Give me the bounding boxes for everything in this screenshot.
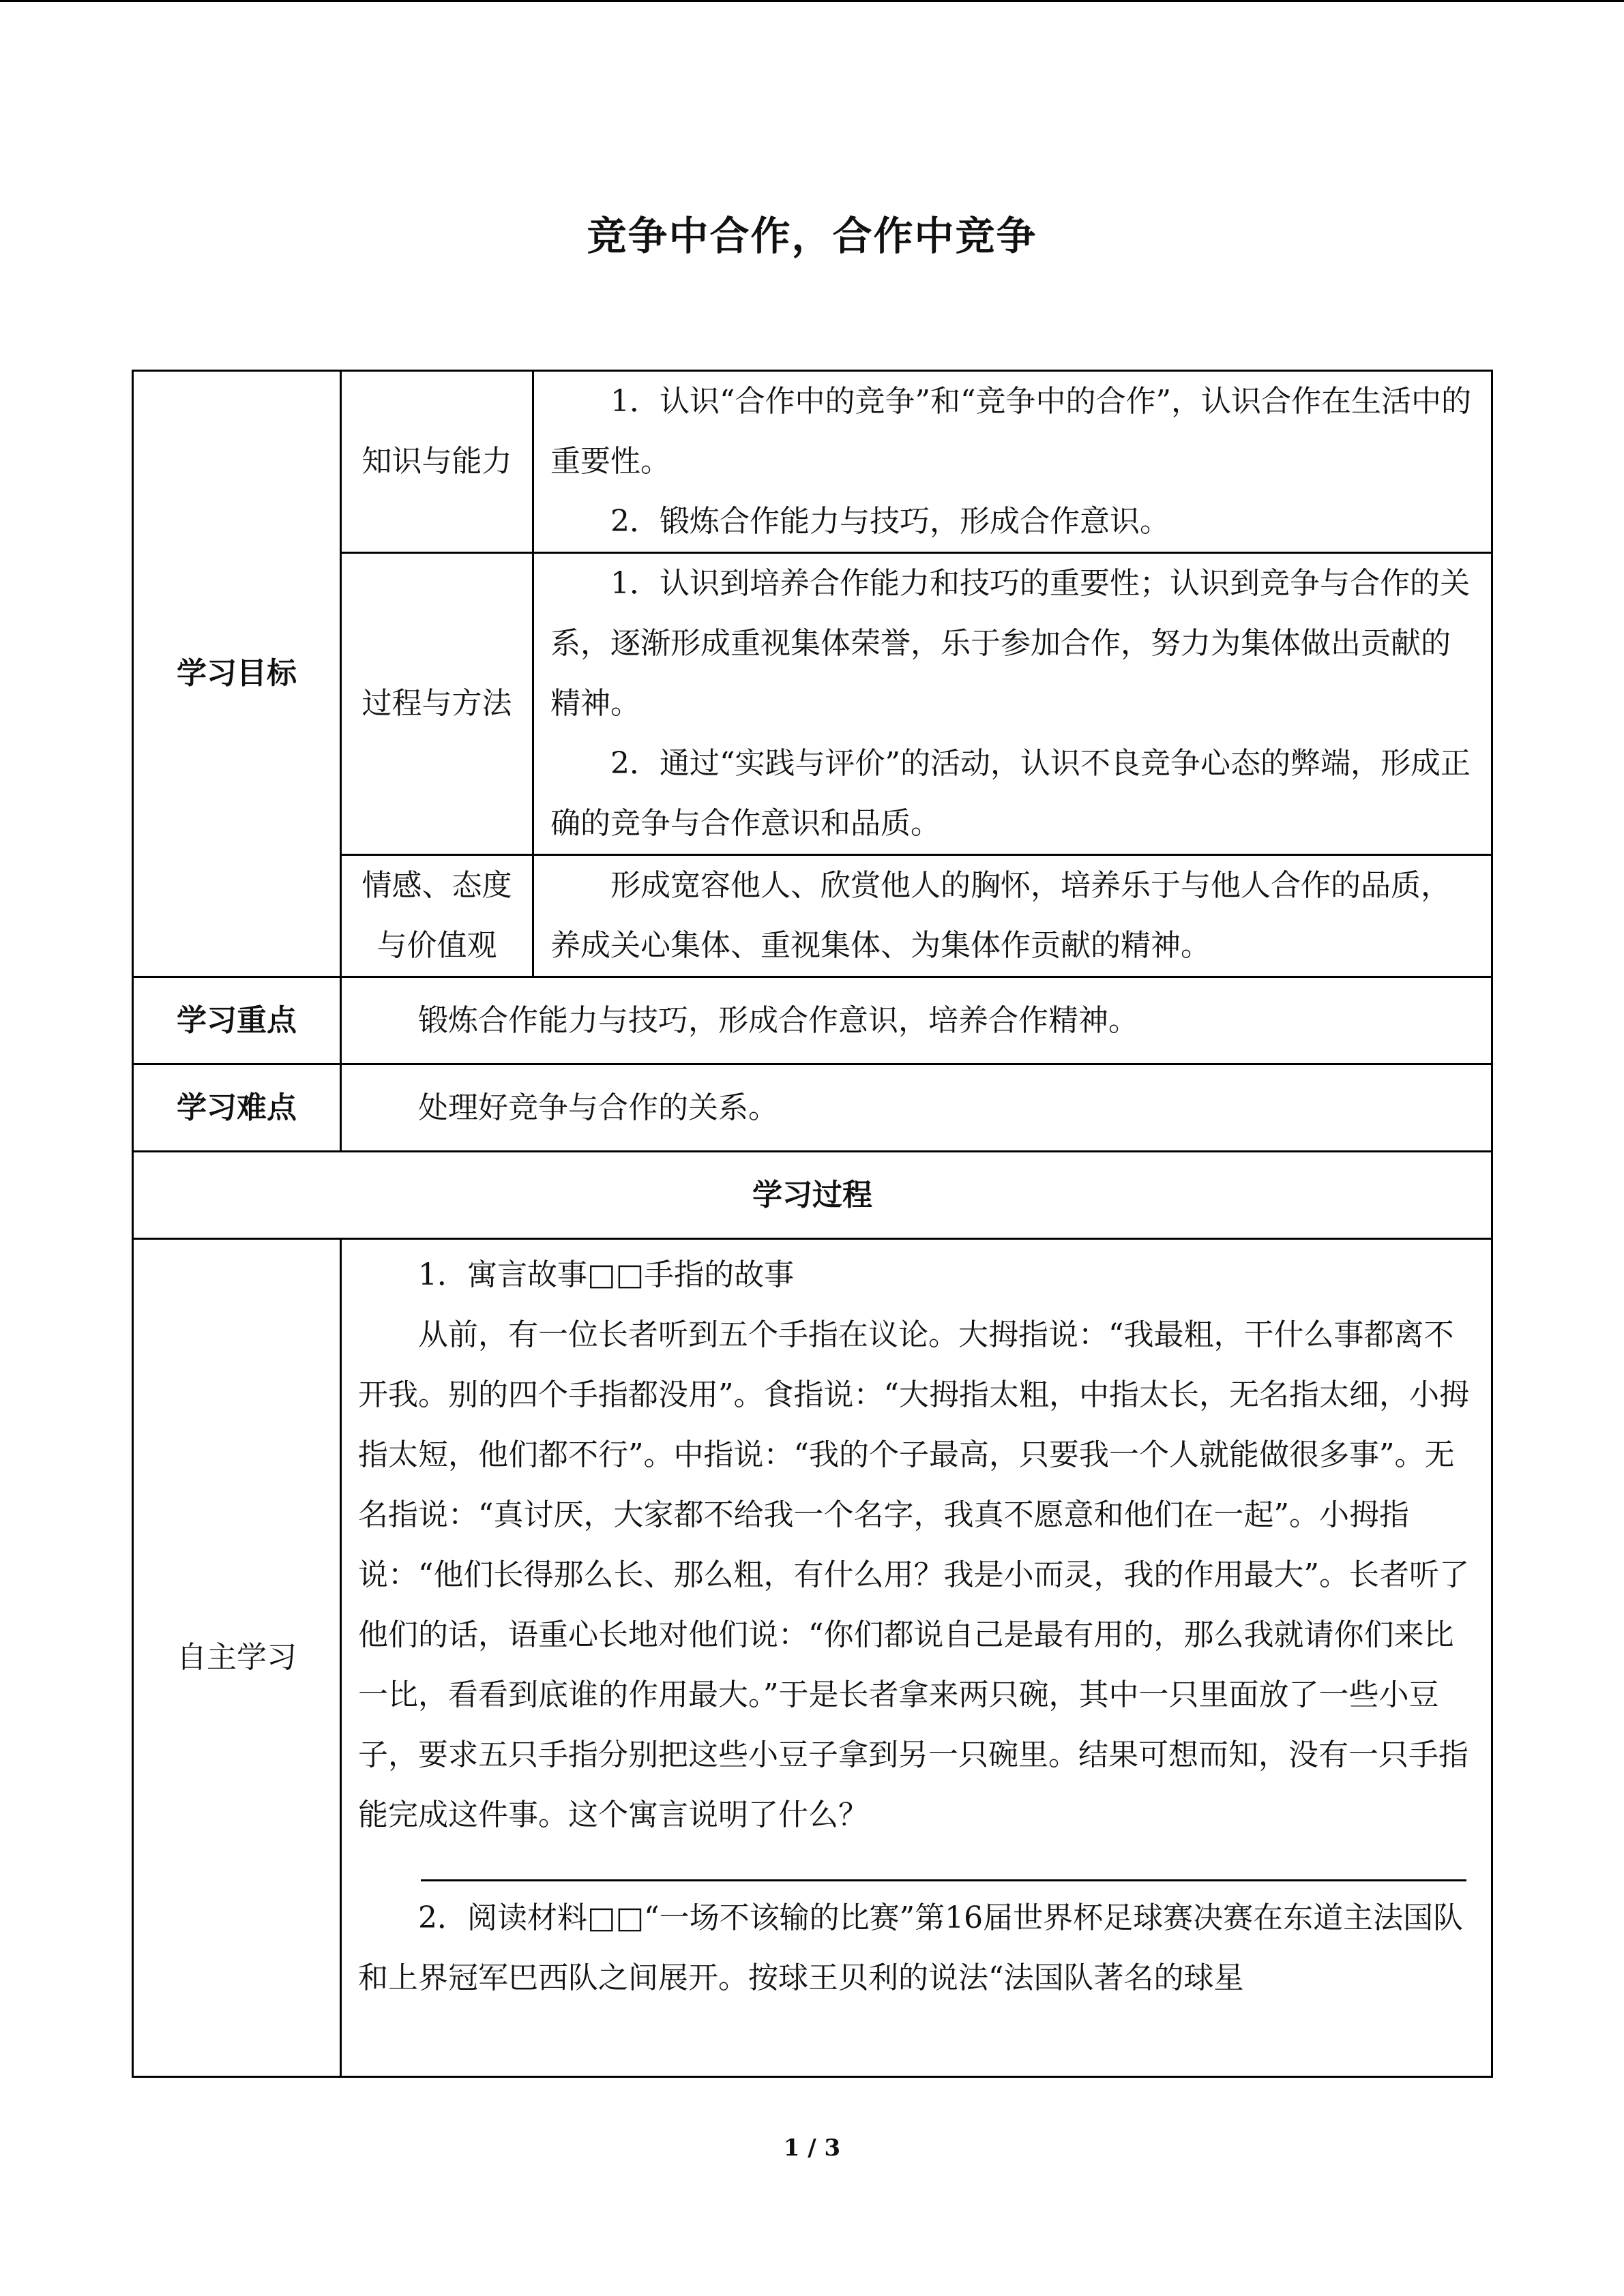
objective-paragraph: 1．认识到培养合作能力和技巧的重要性；认识到竞争与合作的关系，逐渐形成重视集体荣誉，乐于参加合作，努力为集体做出贡献的精神。 [550,566,1470,721]
difficulty-header: 学习难点 [133,1064,341,1152]
objective-paragraph: 形成宽容他人、欣赏他人的胸怀，培养乐于与他人合作的品质，养成关心集体、重视集体、为集体作贡献的精神。 [550,868,1451,963]
objective-paragraph: 1．认识“合作中的竞争”和“竞争中的合作”，认识合作在生活中的重要性。 [550,384,1471,479]
key-point-text: 锻炼合作能力与技巧，形成合作意识，培养合作精神。 [341,977,1492,1064]
objective-paragraph: 2．通过“实践与评价”的活动，认识不良竞争心态的弊端，形成正确的竞争与合作意识和品质。 [550,746,1471,841]
difficulty-text: 处理好竞争与合作的关系。 [341,1064,1492,1152]
objectives-header: 学习目标 [133,371,341,977]
objective-content-attitude [533,855,1492,977]
answer-line [421,1879,1466,1881]
objective-content-process [533,553,1492,855]
process-header-row [133,1152,1492,1239]
page-number: 1 / 3 [783,2134,841,2162]
objective-label-process: 过程与方法 [341,553,533,855]
difficulty-row [133,1064,1492,1152]
reading-material: 2．阅读材料□□“一场不该输的比赛”第16届世界杯足球赛决赛在东道主法国队和上界冠军巴西队之间展开。按球王贝利的说法“法国队著名的球星 [358,1900,1464,1995]
story-title: 1．寓言故事□□手指的故事 [418,1257,795,1292]
key-point-row [133,977,1492,1064]
key-point-header: 学习重点 [133,977,341,1064]
self-study-label: 自主学习 [133,1239,341,2077]
objective-content-knowledge [533,371,1492,553]
process-header: 学习过程 [133,1152,1492,1239]
self-study-content [341,1239,1492,2077]
objective-row-knowledge [133,371,1492,553]
self-study-row [133,1239,1492,2077]
objective-label-attitude: 情感、态度与价值观 [341,855,533,977]
objective-label-knowledge: 知识与能力 [341,371,533,553]
top-border-rule [0,0,1624,2]
objective-paragraph: 2．锻炼合作能力与技巧，形成合作意识。 [610,504,1170,539]
story-body: 从前，有一位长者听到五个手指在议论。大拇指说：“我最粗，干什么事都离不开我。别的四个手指都没用”。食指说：“大拇指太粗，中指太长，无名指太细，小拇指太短，他们都不行”。中指说：“我的个子最高，只要我一个人就能做很多事”。无名指说：“真讨厌，大家都不给我一个名字，我真不愿意和他们在一起”。小拇指说：“他们长得那么长、那么粗，有什么用？我是小而灵，我的作用最大”。长者听了他们的话，语重心长地对他们说：“你们都说自己是最有用的，那么我就请你们来比一比，看看到底谁的作用最大。”于是长者拿来两只碗，其中一只里面放了一些小豆子，要求五只手指分别把这些小豆子拿到另一只碗里。结果可想而知，没有一只手指能完成这件事。这个寓言说明了什么？ [358,1317,1469,1832]
document-title: 竞争中合作，合作中竞争 [587,213,1037,259]
lesson-plan-table [132,370,1493,2078]
